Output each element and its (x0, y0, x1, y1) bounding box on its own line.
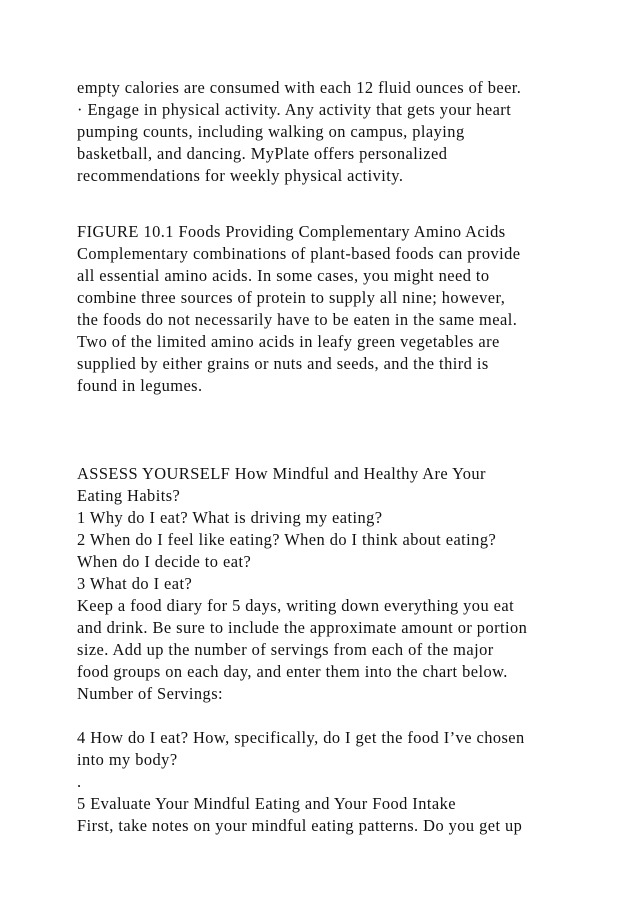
text-line: When do I decide to eat? (77, 552, 252, 571)
text-line: Two of the limited amino acids in leafy green vegetables are (77, 332, 500, 351)
text-line: . (77, 772, 82, 791)
text-line: all essential amino acids. In some cases, you might need to (77, 266, 490, 285)
question-2: 2 When do I feel like eating? When do I think about eating? (77, 530, 497, 549)
text-line: and drink. Be sure to include the approximate amount or portion (77, 618, 528, 637)
text-line: found in legumes. (77, 376, 203, 395)
question-5: 5 Evaluate Your Mindful Eating and Your Food Intake (77, 794, 456, 813)
text-line: Number of Servings: (77, 684, 224, 703)
text-line: Complementary combinations of plant-based foods can provide (77, 244, 521, 263)
question-1: 1 Why do I eat? What is driving my eating? (77, 508, 383, 527)
text-line: pumping counts, including walking on campus, playing (77, 122, 465, 141)
text-line: food groups on each day, and enter them into the chart below. (77, 662, 508, 681)
text-line: supplied by either grains or nuts and seeds, and the third is (77, 354, 489, 373)
text-line: combine three sources of protein to supply all nine; however, (77, 288, 506, 307)
text-line: recommendations for weekly physical activity. (77, 166, 404, 185)
question-4: 4 How do I eat? How, specifically, do I get the food I’ve chosen (77, 728, 525, 747)
text-line: size. Add up the number of servings from each of the major (77, 640, 494, 659)
text-line: First, take notes on your mindful eating patterns. Do you get up (77, 816, 523, 835)
text-line: into my body? (77, 750, 178, 769)
figure-caption-title: FIGURE 10.1 Foods Providing Complementary Amino Acids (77, 222, 506, 241)
section-heading: Eating Habits? (77, 486, 181, 505)
text-line: basketball, and dancing. MyPlate offers personalized (77, 144, 448, 163)
text-line: · Engage in physical activity. Any activity that gets your heart (77, 100, 512, 119)
text-line: the foods do not necessarily have to be eaten in the same meal. (77, 310, 518, 329)
text-line: empty calories are consumed with each 12 fluid ounces of beer. (77, 78, 522, 97)
question-3: 3 What do I eat? (77, 574, 193, 593)
section-heading: ASSESS YOURSELF How Mindful and Healthy Are Your (77, 464, 486, 483)
text-line: Keep a food diary for 5 days, writing down everything you eat (77, 596, 515, 615)
